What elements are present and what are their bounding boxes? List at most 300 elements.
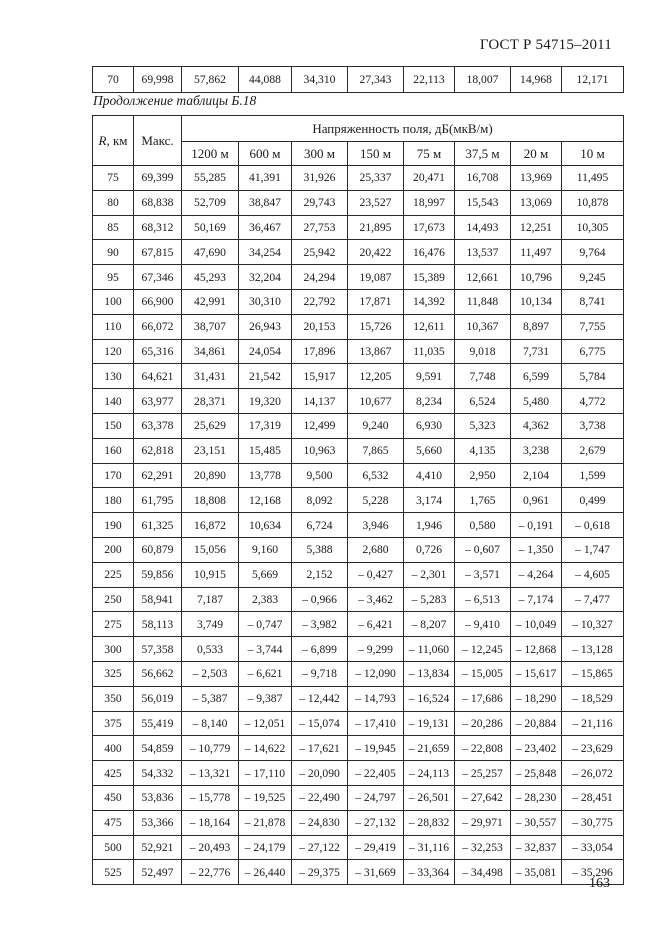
max-value-cell: 59,856 — [134, 562, 182, 587]
field-strength-cell: – 29,375 — [292, 860, 348, 885]
field-strength-cell: 42,991 — [182, 289, 239, 314]
distance-cell: 150 — [93, 413, 134, 438]
table-cell: 44,088 — [239, 67, 292, 93]
field-strength-cell: 7,187 — [182, 587, 239, 612]
max-value-cell: 62,818 — [134, 438, 182, 463]
field-strength-cell: 19,087 — [348, 265, 404, 290]
field-strength-cell: 6,775 — [562, 339, 624, 364]
field-strength-cell: 25,337 — [348, 166, 404, 191]
field-strength-cell: 19,320 — [239, 389, 292, 414]
field-strength-cell: 4,362 — [511, 413, 562, 438]
distance-cell: 110 — [93, 314, 134, 339]
table-row — [93, 661, 624, 686]
max-value-cell: 66,900 — [134, 289, 182, 314]
field-strength-cell: 31,926 — [292, 166, 348, 191]
distance-cell: 95 — [93, 265, 134, 290]
field-strength-cell: 2,383 — [239, 587, 292, 612]
field-strength-cell: 17,319 — [239, 413, 292, 438]
distance-cell: 475 — [93, 810, 134, 835]
field-strength-cell: – 27,122 — [292, 835, 348, 860]
field-strength-cell: – 24,830 — [292, 810, 348, 835]
field-strength-cell: 34,254 — [239, 240, 292, 265]
distance-cell: 180 — [93, 488, 134, 513]
field-strength-cell: – 15,074 — [292, 711, 348, 736]
table-row — [93, 686, 624, 711]
field-strength-cell: – 7,477 — [562, 587, 624, 612]
field-strength-cell: 20,471 — [404, 166, 455, 191]
field-strength-cell: 5,388 — [292, 537, 348, 562]
field-strength-cell: – 28,230 — [511, 785, 562, 810]
field-strength-cell: – 34,498 — [455, 860, 511, 885]
field-strength-cell: – 0,427 — [348, 562, 404, 587]
field-strength-cell: 17,871 — [348, 289, 404, 314]
field-strength-cell: – 3,982 — [292, 612, 348, 637]
field-strength-cell: – 8,207 — [404, 612, 455, 637]
field-strength-cell: 41,391 — [239, 166, 292, 191]
field-strength-cell: 6,724 — [292, 513, 348, 538]
field-strength-cell: – 21,659 — [404, 736, 455, 761]
distance-cell: 375 — [93, 711, 134, 736]
field-strength-cell: 5,784 — [562, 364, 624, 389]
field-strength-cell: – 13,834 — [404, 661, 455, 686]
field-strength-cell: 29,743 — [292, 190, 348, 215]
field-strength-cell: 47,690 — [182, 240, 239, 265]
field-strength-cell: 13,537 — [455, 240, 511, 265]
field-strength-cell: 38,707 — [182, 314, 239, 339]
field-strength-cell: 17,896 — [292, 339, 348, 364]
distance-cell: 325 — [93, 661, 134, 686]
max-value-cell: 69,399 — [134, 166, 182, 191]
field-strength-cell: 3,749 — [182, 612, 239, 637]
field-strength-cell: – 23,402 — [511, 736, 562, 761]
field-strength-cell: 24,054 — [239, 339, 292, 364]
field-strength-cell: – 17,410 — [348, 711, 404, 736]
table-row — [93, 513, 624, 538]
field-strength-cell: – 20,493 — [182, 835, 239, 860]
field-strength-cell: 38,847 — [239, 190, 292, 215]
field-strength-cell: – 9,718 — [292, 661, 348, 686]
field-strength-cell: – 31,116 — [404, 835, 455, 860]
distance-cell: 140 — [93, 389, 134, 414]
field-strength-cell: 6,930 — [404, 413, 455, 438]
max-value-cell: 63,977 — [134, 389, 182, 414]
field-strength-cell: 4,772 — [562, 389, 624, 414]
table-row — [93, 314, 624, 339]
field-strength-cell: – 0,966 — [292, 587, 348, 612]
field-strength-cell: – 2,503 — [182, 661, 239, 686]
field-strength-cell: 6,599 — [511, 364, 562, 389]
field-strength-cell: 16,708 — [455, 166, 511, 191]
field-strength-cell: 11,035 — [404, 339, 455, 364]
field-strength-cell: – 35,081 — [511, 860, 562, 885]
table-row — [93, 364, 624, 389]
max-value-cell: 68,312 — [134, 215, 182, 240]
max-value-cell: 56,662 — [134, 661, 182, 686]
field-strength-cell: 9,240 — [348, 413, 404, 438]
max-value-cell: 66,072 — [134, 314, 182, 339]
page-number: 163 — [589, 876, 610, 891]
field-strength-cell: 2,950 — [455, 463, 511, 488]
table-row — [93, 289, 624, 314]
max-value-cell: 64,621 — [134, 364, 182, 389]
max-value-cell: 61,795 — [134, 488, 182, 513]
field-strength-cell: – 2,301 — [404, 562, 455, 587]
table-cell: 27,343 — [348, 67, 404, 93]
field-strength-cell: – 17,621 — [292, 736, 348, 761]
field-strength-cell: 5,660 — [404, 438, 455, 463]
field-strength-cell: – 21,878 — [239, 810, 292, 835]
document-standard-number: ГОСТ Р 54715–2011 — [479, 37, 612, 53]
table-row — [93, 711, 624, 736]
previous-page-row-table — [92, 66, 624, 93]
max-value-cell: 54,332 — [134, 761, 182, 786]
table-row — [93, 637, 624, 662]
field-strength-cell: 13,867 — [348, 339, 404, 364]
field-strength-cell: – 9,387 — [239, 686, 292, 711]
distance-cell: 300 — [93, 637, 134, 662]
table-caption: Продолжение таблицы Б.18 — [93, 93, 257, 108]
field-strength-cell: 25,942 — [292, 240, 348, 265]
field-strength-cell: – 3,744 — [239, 637, 292, 662]
field-strength-cell: 32,204 — [239, 265, 292, 290]
distance-cell: 100 — [93, 289, 134, 314]
field-strength-cell: 0,499 — [562, 488, 624, 513]
field-strength-cell: – 30,775 — [562, 810, 624, 835]
max-value-cell: 67,815 — [134, 240, 182, 265]
max-value-cell: 60,879 — [134, 537, 182, 562]
distance-cell: 500 — [93, 835, 134, 860]
distance-cell: 120 — [93, 339, 134, 364]
field-strength-cell: 12,205 — [348, 364, 404, 389]
field-strength-cell: – 0,191 — [511, 513, 562, 538]
field-strength-cell: – 7,174 — [511, 587, 562, 612]
field-strength-cell: – 19,131 — [404, 711, 455, 736]
field-strength-cell: 9,160 — [239, 537, 292, 562]
field-strength-cell: – 28,832 — [404, 810, 455, 835]
field-strength-cell: – 14,622 — [239, 736, 292, 761]
max-value-cell: 53,366 — [134, 810, 182, 835]
field-strength-cell: 18,808 — [182, 488, 239, 513]
field-strength-cell: 4,135 — [455, 438, 511, 463]
field-strength-cell: 10,915 — [182, 562, 239, 587]
field-strength-cell: – 12,442 — [292, 686, 348, 711]
field-strength-cell: – 12,868 — [511, 637, 562, 662]
field-strength-cell: – 0,607 — [455, 537, 511, 562]
antenna-height-header: 75 м — [404, 142, 455, 166]
antenna-height-header: 600 м — [239, 142, 292, 166]
field-strength-cell: 3,174 — [404, 488, 455, 513]
field-strength-cell: – 19,945 — [348, 736, 404, 761]
table-cell: 22,113 — [404, 67, 455, 93]
field-strength-cell: 16,872 — [182, 513, 239, 538]
field-strength-cell: – 18,290 — [511, 686, 562, 711]
max-value-cell: 58,113 — [134, 612, 182, 637]
field-strength-cell: 8,741 — [562, 289, 624, 314]
field-strength-cell: 5,669 — [239, 562, 292, 587]
field-strength-cell: 12,499 — [292, 413, 348, 438]
field-strength-cell: 2,152 — [292, 562, 348, 587]
distance-cell: 525 — [93, 860, 134, 885]
field-strength-cell: – 19,525 — [239, 785, 292, 810]
field-strength-cell: 34,861 — [182, 339, 239, 364]
field-strength-cell: – 15,617 — [511, 661, 562, 686]
table-cell: 18,007 — [455, 67, 511, 93]
field-strength-cell: 6,532 — [348, 463, 404, 488]
table-row — [93, 438, 624, 463]
field-strength-cell: – 9,299 — [348, 637, 404, 662]
distance-cell: 190 — [93, 513, 134, 538]
field-strength-cell: – 25,257 — [455, 761, 511, 786]
field-strength-cell: 2,679 — [562, 438, 624, 463]
table-row — [93, 166, 624, 191]
field-strength-cell: 12,251 — [511, 215, 562, 240]
distance-cell: 130 — [93, 364, 134, 389]
distance-column-header — [93, 116, 134, 166]
table-cell: 34,310 — [292, 67, 348, 93]
field-strength-cell: 10,878 — [562, 190, 624, 215]
table-row — [93, 339, 624, 364]
field-strength-cell: – 4,605 — [562, 562, 624, 587]
field-strength-cell: 21,895 — [348, 215, 404, 240]
field-strength-cell: 0,961 — [511, 488, 562, 513]
field-strength-cell: – 6,421 — [348, 612, 404, 637]
field-strength-cell: 22,792 — [292, 289, 348, 314]
table-row — [93, 860, 624, 885]
field-strength-cell: – 18,164 — [182, 810, 239, 835]
field-strength-cell: – 15,005 — [455, 661, 511, 686]
table-cell: 14,968 — [511, 67, 562, 93]
max-value-cell: 57,358 — [134, 637, 182, 662]
antenna-height-header: 300 м — [292, 142, 348, 166]
field-strength-cell: 28,371 — [182, 389, 239, 414]
field-strength-cell: – 24,113 — [404, 761, 455, 786]
distance-cell: 85 — [93, 215, 134, 240]
field-strength-cell: 8,897 — [511, 314, 562, 339]
field-strength-cell: 10,367 — [455, 314, 511, 339]
field-strength-cell: – 13,321 — [182, 761, 239, 786]
field-strength-cell: – 26,072 — [562, 761, 624, 786]
field-strength-cell: 4,410 — [404, 463, 455, 488]
field-strength-cell: – 10,049 — [511, 612, 562, 637]
table-row — [93, 488, 624, 513]
field-strength-cell: 3,738 — [562, 413, 624, 438]
field-strength-cell: 14,392 — [404, 289, 455, 314]
field-strength-cell: 9,018 — [455, 339, 511, 364]
field-strength-cell: 13,069 — [511, 190, 562, 215]
field-strength-cell: 17,673 — [404, 215, 455, 240]
field-strength-cell: 9,245 — [562, 265, 624, 290]
field-strength-cell: 2,104 — [511, 463, 562, 488]
field-strength-group-header: Напряженность поля, дБ(мкВ/м) — [182, 116, 624, 142]
field-strength-cell: 20,422 — [348, 240, 404, 265]
field-strength-cell: 10,796 — [511, 265, 562, 290]
field-strength-cell: 26,943 — [239, 314, 292, 339]
field-strength-cell: – 20,090 — [292, 761, 348, 786]
field-strength-cell: 11,497 — [511, 240, 562, 265]
max-value-cell: 52,497 — [134, 860, 182, 885]
field-strength-cell: 12,661 — [455, 265, 511, 290]
field-strength-cell: 14,137 — [292, 389, 348, 414]
field-strength-cell: – 10,779 — [182, 736, 239, 761]
field-strength-cell: – 3,462 — [348, 587, 404, 612]
table-row — [93, 587, 624, 612]
table-row — [93, 761, 624, 786]
field-strength-cell: 6,524 — [455, 389, 511, 414]
distance-cell: 75 — [93, 166, 134, 191]
table-row — [93, 810, 624, 835]
field-strength-cell: 10,963 — [292, 438, 348, 463]
field-strength-cell: – 29,971 — [455, 810, 511, 835]
distance-cell: 250 — [93, 587, 134, 612]
field-strength-cell: 52,709 — [182, 190, 239, 215]
field-strength-cell: – 8,140 — [182, 711, 239, 736]
antenna-height-header: 1200 м — [182, 142, 239, 166]
field-strength-cell: 0,580 — [455, 513, 511, 538]
field-strength-cell: – 17,110 — [239, 761, 292, 786]
field-strength-cell: – 12,245 — [455, 637, 511, 662]
field-strength-cell: 25,629 — [182, 413, 239, 438]
antenna-height-header: 10 м — [562, 142, 624, 166]
field-strength-cell: 14,493 — [455, 215, 511, 240]
field-strength-cell: 8,092 — [292, 488, 348, 513]
field-strength-cell: – 30,557 — [511, 810, 562, 835]
field-strength-cell: 23,151 — [182, 438, 239, 463]
field-strength-cell: 1,946 — [404, 513, 455, 538]
antenna-height-header: 37,5 м — [455, 142, 511, 166]
max-column-header: Макс. — [134, 116, 182, 166]
table-row — [93, 240, 624, 265]
max-value-cell: 56,019 — [134, 686, 182, 711]
field-strength-cell: 15,056 — [182, 537, 239, 562]
field-strength-cell: 9,591 — [404, 364, 455, 389]
table-cell: 70 — [93, 67, 134, 93]
field-strength-cell: 24,294 — [292, 265, 348, 290]
field-strength-cell: 1,765 — [455, 488, 511, 513]
field-strength-cell: – 22,405 — [348, 761, 404, 786]
max-value-cell: 62,291 — [134, 463, 182, 488]
field-strength-cell: 10,305 — [562, 215, 624, 240]
max-value-cell: 65,316 — [134, 339, 182, 364]
field-strength-cell: – 6,899 — [292, 637, 348, 662]
field-strength-cell: – 20,286 — [455, 711, 511, 736]
distance-cell: 90 — [93, 240, 134, 265]
field-strength-cell: 15,917 — [292, 364, 348, 389]
distance-symbol: R — [98, 132, 107, 148]
field-strength-cell: – 28,451 — [562, 785, 624, 810]
field-strength-cell: – 20,884 — [511, 711, 562, 736]
field-strength-cell: – 10,327 — [562, 612, 624, 637]
distance-cell: 350 — [93, 686, 134, 711]
table-row — [93, 463, 624, 488]
field-strength-cell: – 15,778 — [182, 785, 239, 810]
field-strength-cell: – 32,837 — [511, 835, 562, 860]
field-strength-cell: – 6,513 — [455, 587, 511, 612]
field-strength-cell: – 27,132 — [348, 810, 404, 835]
field-strength-cell: – 24,179 — [239, 835, 292, 860]
field-strength-cell: – 22,490 — [292, 785, 348, 810]
field-strength-cell: 20,153 — [292, 314, 348, 339]
field-strength-cell: 3,238 — [511, 438, 562, 463]
field-strength-cell: 7,755 — [562, 314, 624, 339]
max-value-cell: 54,859 — [134, 736, 182, 761]
antenna-height-header: 150 м — [348, 142, 404, 166]
field-strength-cell: – 23,629 — [562, 736, 624, 761]
distance-cell: 80 — [93, 190, 134, 215]
field-strength-cell: 15,389 — [404, 265, 455, 290]
field-strength-cell: 36,467 — [239, 215, 292, 240]
field-strength-cell: – 5,283 — [404, 587, 455, 612]
distance-cell: 275 — [93, 612, 134, 637]
field-strength-cell: 9,500 — [292, 463, 348, 488]
field-strength-cell: 31,431 — [182, 364, 239, 389]
table-row — [93, 413, 624, 438]
field-strength-cell: 9,764 — [562, 240, 624, 265]
max-value-cell: 55,419 — [134, 711, 182, 736]
table-body — [93, 166, 624, 885]
field-strength-cell: – 0,618 — [562, 513, 624, 538]
field-strength-cell: – 33,054 — [562, 835, 624, 860]
field-strength-cell: – 24,797 — [348, 785, 404, 810]
distance-cell: 160 — [93, 438, 134, 463]
field-strength-cell: 1,599 — [562, 463, 624, 488]
field-strength-cell: 15,726 — [348, 314, 404, 339]
table-row — [93, 785, 624, 810]
field-strength-cell: – 29,419 — [348, 835, 404, 860]
max-value-cell: 68,838 — [134, 190, 182, 215]
field-strength-cell: – 12,051 — [239, 711, 292, 736]
distance-cell: 450 — [93, 785, 134, 810]
field-strength-cell: – 1,747 — [562, 537, 624, 562]
field-strength-cell: – 31,669 — [348, 860, 404, 885]
field-strength-cell: – 15,865 — [562, 661, 624, 686]
table-cell: 12,171 — [562, 67, 624, 93]
field-strength-cell: – 4,264 — [511, 562, 562, 587]
field-strength-cell: 7,865 — [348, 438, 404, 463]
field-strength-cell: – 21,116 — [562, 711, 624, 736]
field-strength-cell: 7,748 — [455, 364, 511, 389]
distance-cell: 425 — [93, 761, 134, 786]
max-value-cell: 52,921 — [134, 835, 182, 860]
table-cell: 57,862 — [182, 67, 239, 93]
field-strength-cell: 8,234 — [404, 389, 455, 414]
table-row — [93, 835, 624, 860]
field-strength-cell: 7,731 — [511, 339, 562, 364]
field-strength-cell: – 9,410 — [455, 612, 511, 637]
distance-cell: 170 — [93, 463, 134, 488]
field-strength-cell: 16,476 — [404, 240, 455, 265]
field-strength-cell: 50,169 — [182, 215, 239, 240]
table-row — [93, 265, 624, 290]
field-strength-cell: 3,946 — [348, 513, 404, 538]
table-row — [93, 389, 624, 414]
max-value-cell: 61,325 — [134, 513, 182, 538]
field-strength-cell: – 27,642 — [455, 785, 511, 810]
field-strength-cell: 10,634 — [239, 513, 292, 538]
antenna-height-header: 20 м — [511, 142, 562, 166]
field-strength-cell: 11,495 — [562, 166, 624, 191]
max-value-cell: 53,836 — [134, 785, 182, 810]
field-strength-cell: 12,611 — [404, 314, 455, 339]
distance-cell: 400 — [93, 736, 134, 761]
table-row — [93, 67, 624, 93]
max-value-cell: 63,378 — [134, 413, 182, 438]
field-strength-cell: 55,285 — [182, 166, 239, 191]
field-strength-cell: 10,134 — [511, 289, 562, 314]
field-strength-cell: 15,543 — [455, 190, 511, 215]
field-strength-cell: 20,890 — [182, 463, 239, 488]
table-row — [93, 612, 624, 637]
field-strength-cell: 45,293 — [182, 265, 239, 290]
